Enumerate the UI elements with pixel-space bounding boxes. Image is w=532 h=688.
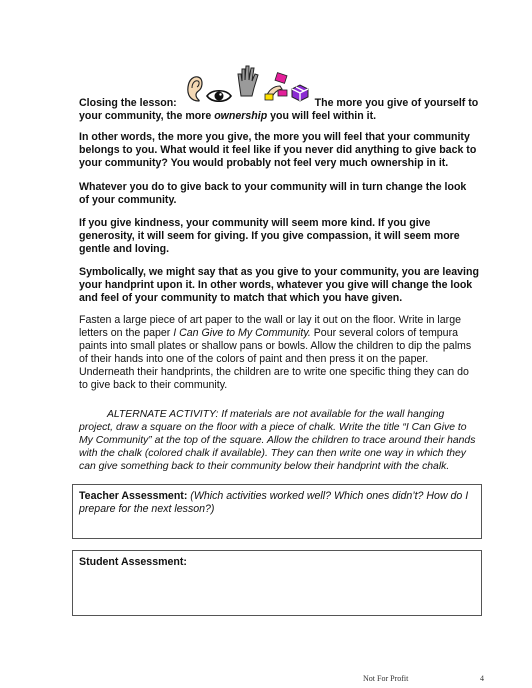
student-assessment-box[interactable] [72,550,482,616]
closing-label: Closing the lesson: [79,97,177,109]
paragraph-ownership [79,131,479,170]
activity-instructions [79,314,479,392]
activity-title: I Can Give to My Community. [173,327,311,339]
paragraph-text: Whatever you do to give back to your community will in turn change the look of your community. [79,181,467,206]
footer-note: Not For Profit [363,674,409,683]
teacher-assessment-label: Teacher Assessment: [79,490,188,502]
activity-text-b: Pour several colors of tempura paints into small plates or shallow pans or bowls. Allow the children to dip the palms of their hands into one of the colors of paint and then press it on the paper. Underneath their handprints, the children are to write one specific thing they can do to give back to their community. [79,327,472,391]
gift-icon [290,82,310,102]
closing-emphasis: ownership [214,110,268,122]
senses-icon-strip [180,94,312,110]
paragraph-text: If you give kindness, your community will seem more kind. If you give generosity, it will seem for giving. If you give compassion, it will seem more gentle and loving. [79,217,460,255]
alternate-activity-text: ALTERNATE ACTIVITY: If materials are not available for the wall hanging project, draw a square on the floor with a piece of chalk. Write the title “I Can Give to My Community” at the top of the square. Allow the children to trace around their hands with the chalk (colored chalk if available). They can then write one way in which they can give something back to their community below their handprint with the chalk. [79,409,476,472]
paragraph-text: In other words, the more you give, the more you will feel that your community belongs to you. What would it feel like if you never did anything to give back to your community? You would probably not feel very much ownership in it. [79,131,477,169]
teacher-assessment-box[interactable] [72,484,482,539]
activity-text-a: Fasten a large piece of art paper to the wall or lay it out on the floor. Write in large letters on the paper [79,314,461,339]
paragraph-text: Symbolically, we might say that as you give to your community, you are leaving your handprint upon it. In other words, whatever you give will change the look and feel of your community to match that which you have given. [79,266,479,304]
paragraph-kindness [79,217,479,256]
eye-icon [206,88,232,104]
paragraph-change-look [79,181,479,207]
student-assessment-label: Student Assessment: [79,556,187,568]
ear-icon [184,74,204,104]
closing-paragraph [79,94,479,123]
closing-text-c: you will feel within it. [267,110,377,122]
closing-text-a: The more you give of yourself to [314,97,479,109]
page-number: 4 [480,674,484,683]
closing-text-b: your community, the more [79,110,215,122]
giving-hands-icon [264,72,290,102]
paragraph-handprint [79,266,479,305]
alternate-activity [79,408,477,473]
teacher-assessment-prompt: (Which activities worked well? Which ones didn’t? How do I prepare for the next lesson?) [79,490,469,515]
hand-icon [236,64,260,98]
